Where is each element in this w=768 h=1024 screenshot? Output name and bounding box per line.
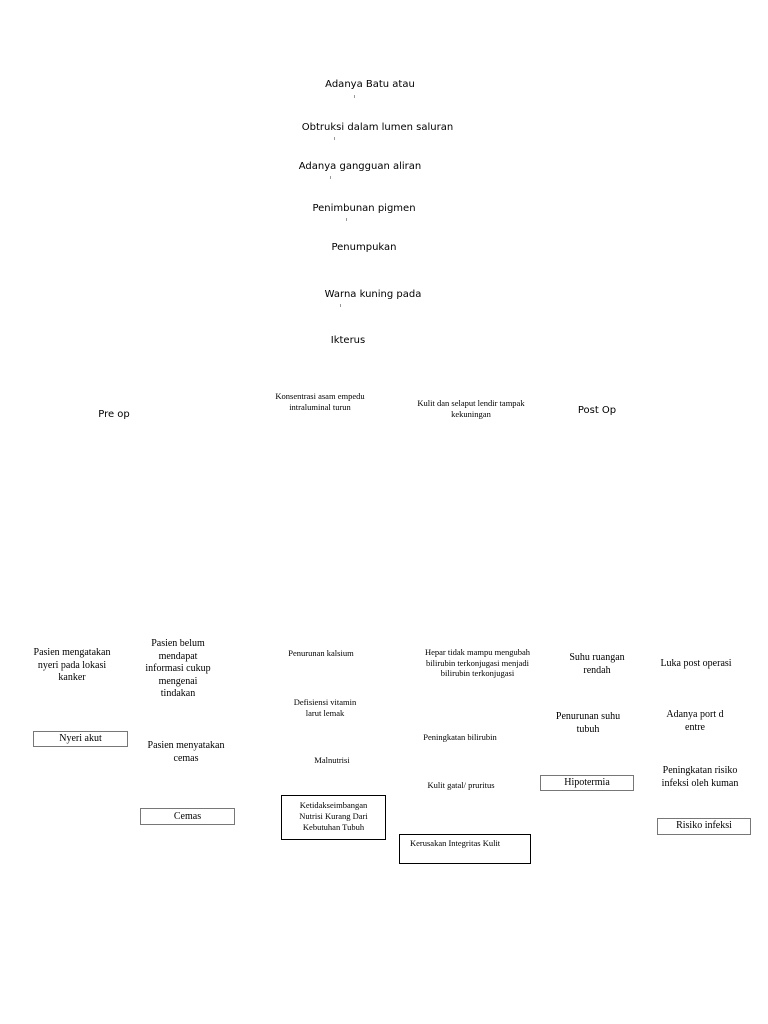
risiko-infeksi-box: Risiko infeksi <box>657 818 751 835</box>
hepar-text: Hepar tidak mampu mengubah bilirubin terkonjugasi menjadi bilirubin terkonjugasi <box>424 647 531 679</box>
hipotermia-box: Hipotermia <box>540 775 634 791</box>
pre-op-label: Pre op <box>98 409 130 420</box>
luka-post-operasi-text: Luka post operasi <box>660 658 732 669</box>
col2-description-1: Pasien belum mendapat informasi cukup mengenai tindakan <box>145 638 211 699</box>
peningkatan-bilirubin-text: Peningkatan bilirubin <box>423 732 497 742</box>
connector-tick <box>330 176 331 179</box>
connector-tick <box>346 218 347 221</box>
penurunan-kalsium-text: Penurunan kalsium <box>288 648 354 658</box>
chain-batu: Adanya Batu atau <box>325 79 415 90</box>
chain-warna: Warna kuning pada <box>324 289 422 300</box>
kulit-gatal-text: Kulit gatal/ pruritus <box>427 780 495 790</box>
chain-penimbunan: Penimbunan pigmen <box>312 203 416 214</box>
chain-gangguan: Adanya gangguan aliran <box>298 161 422 172</box>
chain-obstruksi: Obtruksi dalam lumen saluran <box>301 122 454 133</box>
suhu-ruangan-text: Suhu ruangan rendah <box>569 652 625 676</box>
nyeri-akut-box: Nyeri akut <box>33 731 128 747</box>
kerusakan-integritas-kulit-box: Kerusakan Integritas Kulit <box>399 834 531 864</box>
kulit-kekuningan-text: Kulit dan selaput lendir tampak kekuningan <box>417 398 525 419</box>
col2-description-2: Pasien menyatakan cemas <box>147 740 225 764</box>
konsentrasi-text: Konsentrasi asam empedu intraluminal turun <box>275 391 365 412</box>
ketidakseimbangan-nutrisi-box: Ketidakseimbangan Nutrisi Kurang Dari Kebutuhan Tubuh <box>281 795 386 840</box>
malnutrisi-text: Malnutrisi <box>314 755 350 765</box>
connector-tick <box>340 304 341 307</box>
connector-tick <box>354 95 355 98</box>
col1-description: Pasien mengatakan nyeri pada lokasi kanker <box>33 647 111 683</box>
defisiensi-vitamin-text: Defisiensi vitamin larut lemak <box>293 697 357 718</box>
cemas-box: Cemas <box>140 808 235 825</box>
peningkatan-risiko-text: Peningkatan risiko infeksi oleh kuman <box>661 765 739 789</box>
chain-penumpukan: Penumpukan <box>331 242 397 253</box>
connector-tick <box>334 137 335 140</box>
chain-ikterus: Ikterus <box>330 335 366 346</box>
port-entre-text: Adanya port d entre <box>666 709 724 733</box>
penurunan-suhu-text: Penurunan suhu tubuh <box>555 711 621 735</box>
post-op-label: Post Op <box>577 405 617 416</box>
